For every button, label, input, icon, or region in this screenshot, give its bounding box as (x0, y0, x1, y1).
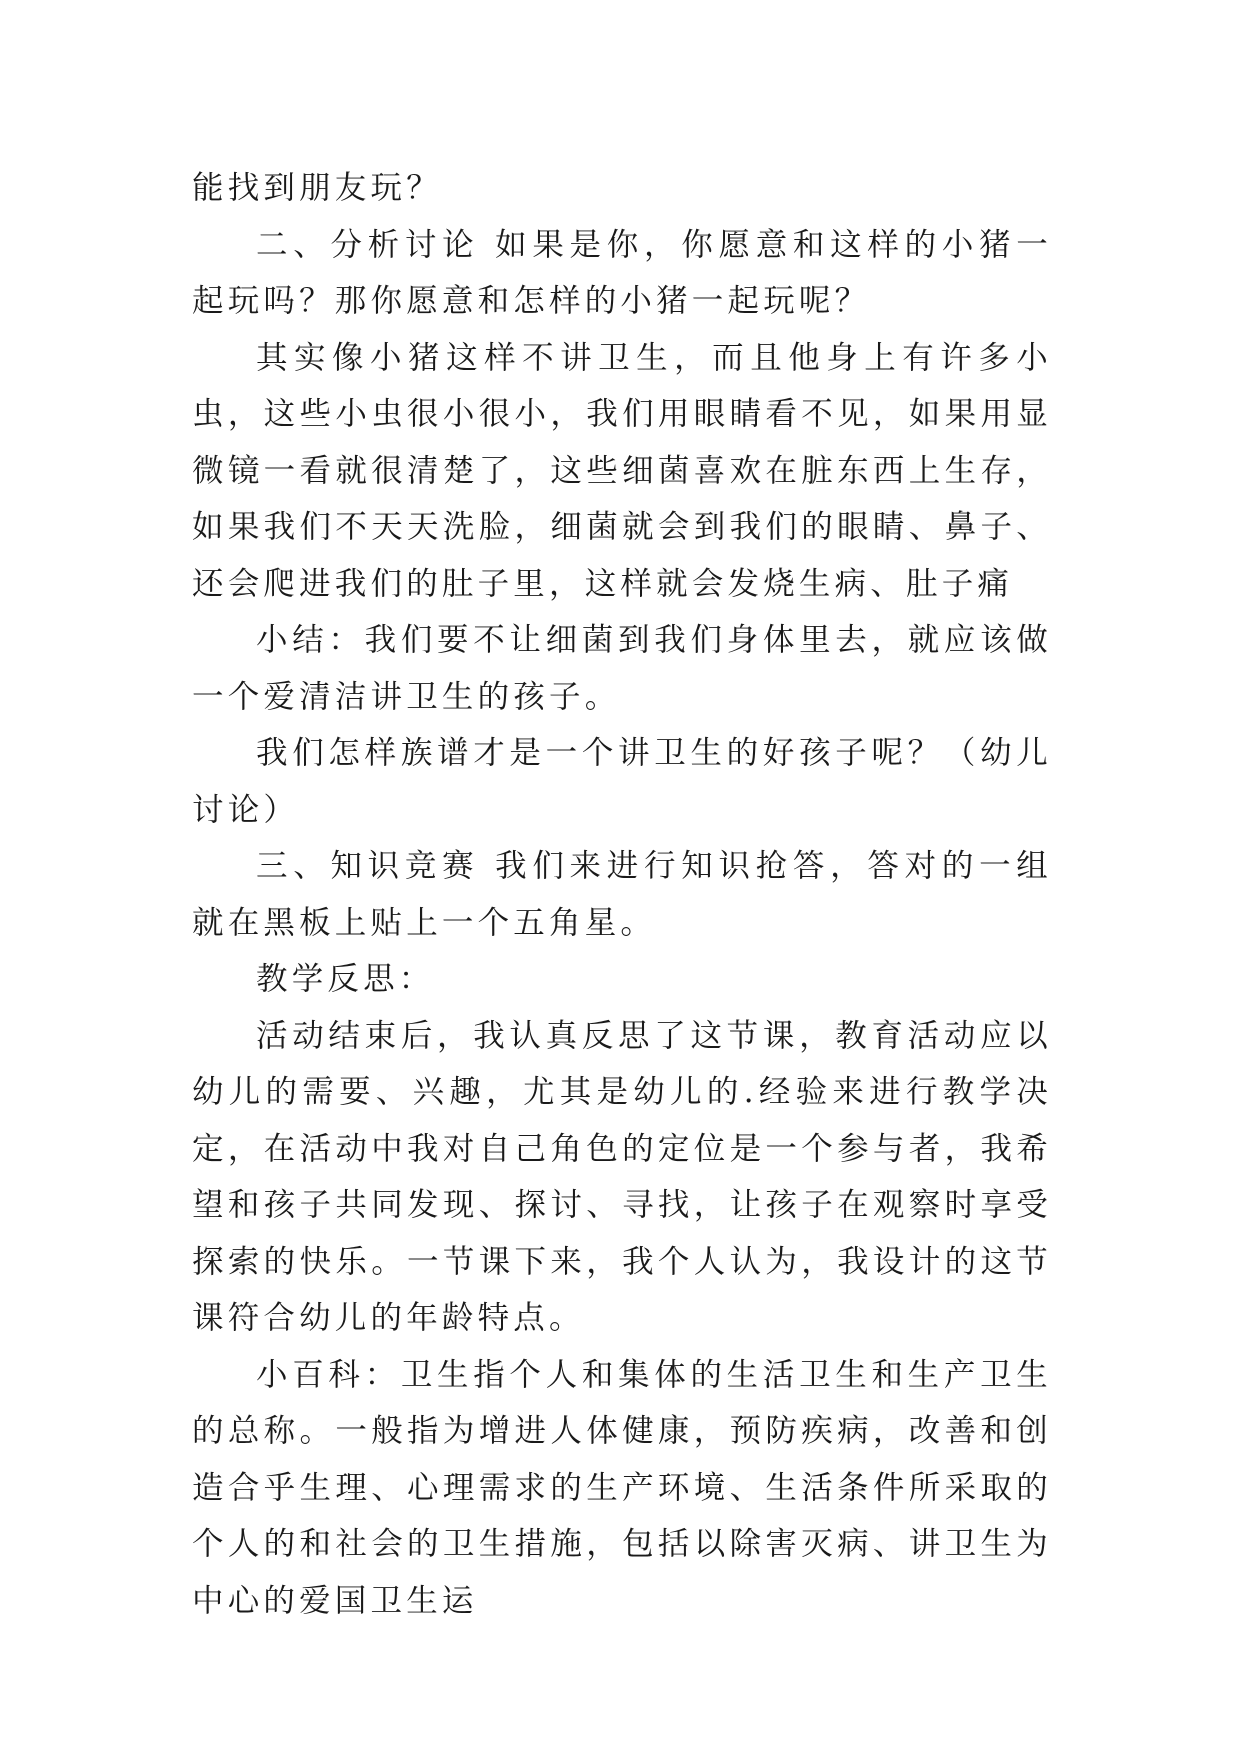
paragraph-germs-explanation: 其实像小猪这样不讲卫生，而且他身上有许多小虫，这些小虫很小很小，我们用眼睛看不见，如果用显微镜一看就很清楚了，这些细菌喜欢在脏东西上生存，如果我们不天天洗脸，细菌就会到我们的眼睛、鼻子、还会爬进我们的肚子里，这样就会发烧生病、肚子痛 (192, 339, 1052, 602)
paragraph-analysis-discussion: 二、分析讨论 如果是你，你愿意和这样的小猪一起玩吗？那你愿意和怎样的小猪一起玩呢？ (192, 226, 1052, 319)
heading-teaching-reflection: 教学反思： (256, 961, 435, 997)
paragraph-children-discussion: 我们怎样族谱才是一个讲卫生的好孩子呢？（幼儿讨论） (192, 735, 1052, 828)
paragraph-continuation: 能找到朋友玩？ (192, 170, 442, 206)
paragraph-encyclopedia: 小百科：卫生指个人和集体的生活卫生和生产卫生的总称。一般指为增进人体健康，预防疾病，改善和创造合乎生理、心理需求的生产环境、生活条件所采取的个人的和社会的卫生措施，包括以除害灭病、讲卫生为中心的爱国卫生运 (192, 1356, 1052, 1619)
document-body (192, 160, 1052, 1629)
paragraph-summary: 小结：我们要不让细菌到我们身体里去，就应该做一个爱清洁讲卫生的孩子。 (192, 622, 1052, 715)
paragraph-reflection-body: 活动结束后，我认真反思了这节课，教育活动应以幼儿的需要、兴趣，尤其是幼儿的.经验来进行教学决定，在活动中我对自己角色的定位是一个参与者，我希望和孩子共同发现、探讨、寻找，让孩子在观察时享受探索的快乐。一节课下来，我个人认为，我设计的这节课符合幼儿的年龄特点。 (192, 1017, 1052, 1336)
paragraph-knowledge-contest: 三、知识竞赛 我们来进行知识抢答，答对的一组就在黑板上贴上一个五角星。 (192, 848, 1052, 941)
